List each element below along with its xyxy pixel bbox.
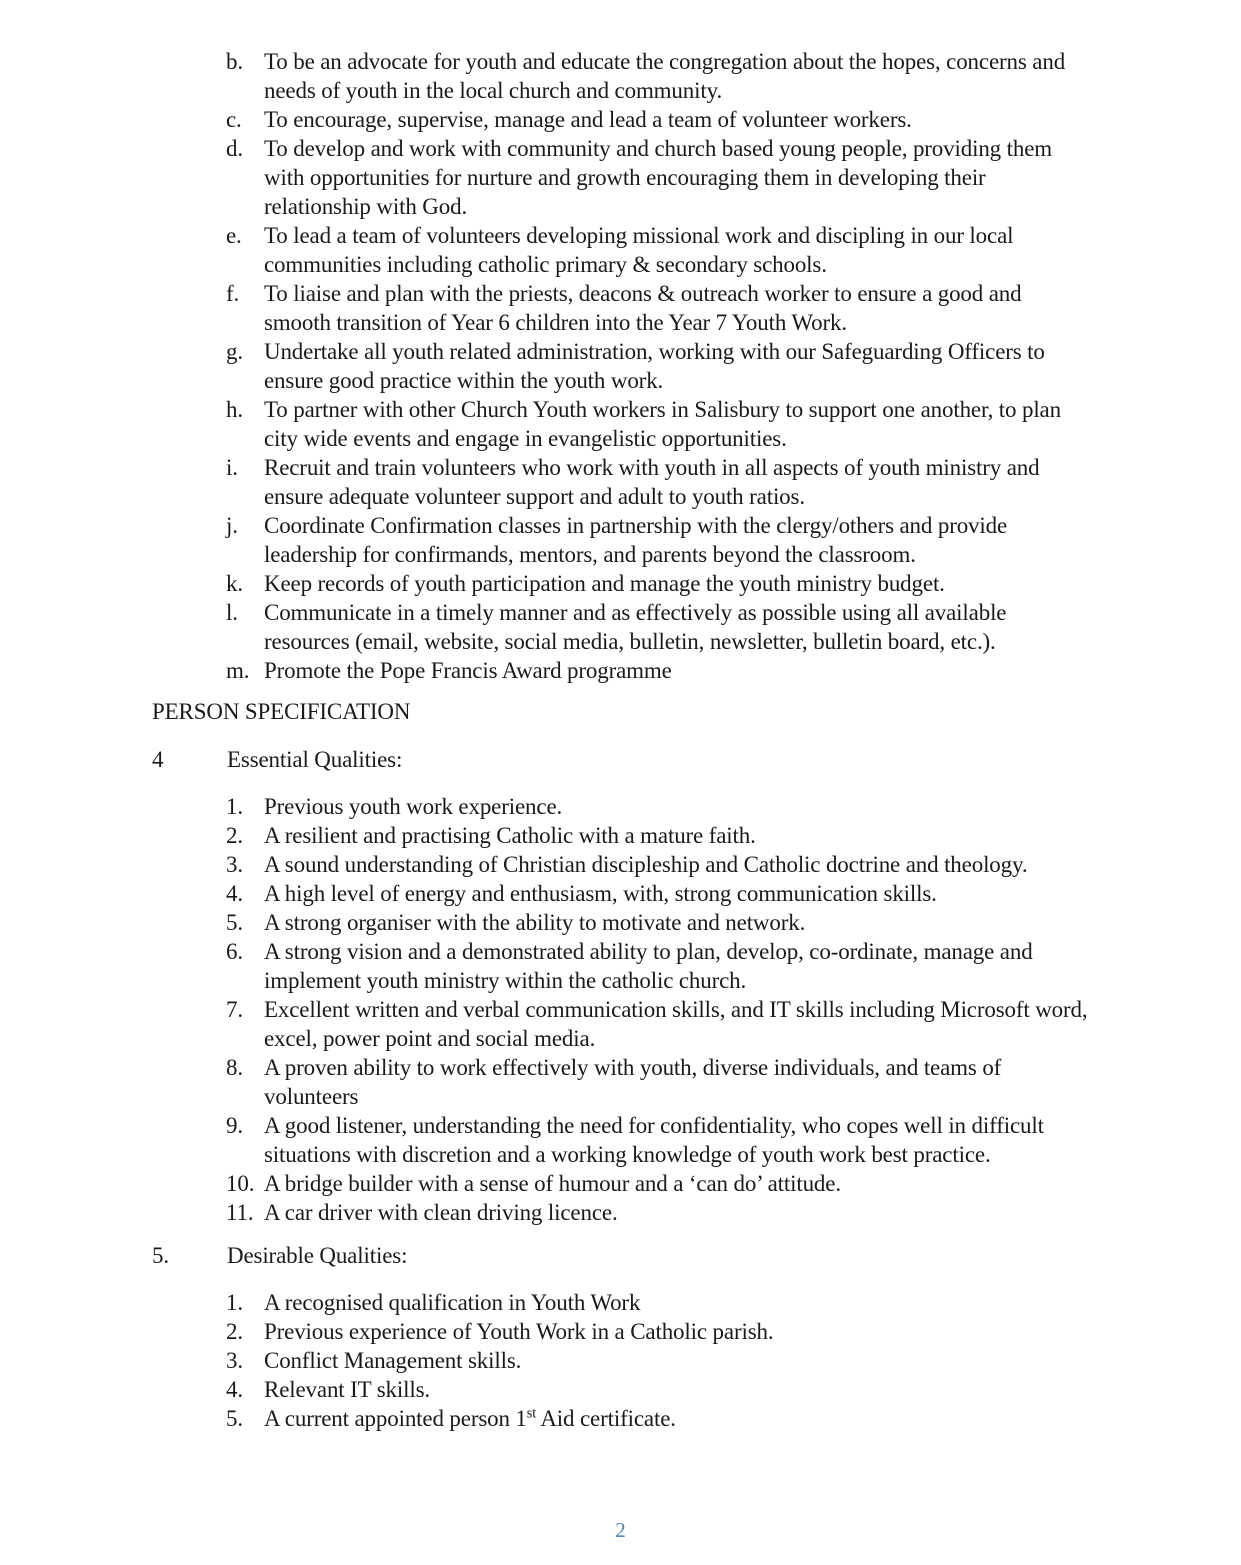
list-item-text: Undertake all youth related administration, working with our Safeguarding Officers to ensure good practice within the youth work. xyxy=(264,339,1045,393)
list-marker: 2. xyxy=(226,1319,243,1344)
list-marker: m. xyxy=(226,658,250,683)
list-item xyxy=(152,937,1093,995)
list-marker: i. xyxy=(226,455,238,480)
list-item-text: Excellent written and verbal communication skills, and IT skills including Microsoft word, excel, power point and social media. xyxy=(264,997,1088,1051)
section-number: 5. xyxy=(152,1243,169,1268)
list-item-text: A sound understanding of Christian discipleship and Catholic doctrine and theology. xyxy=(264,852,1028,877)
list-marker: d. xyxy=(226,136,243,161)
essential-qualities-heading xyxy=(152,745,1093,774)
list-marker: 9. xyxy=(226,1113,243,1138)
list-item-text: A high level of energy and enthusiasm, with, strong communication skills. xyxy=(264,881,937,906)
person-specification-heading: PERSON SPECIFICATION xyxy=(152,699,411,724)
list-item xyxy=(152,47,1093,105)
list-item-text: A bridge builder with a sense of humour and a ‘can do’ attitude. xyxy=(264,1171,841,1196)
list-marker: 4. xyxy=(226,1377,243,1402)
list-item-text: A strong vision and a demonstrated ability to plan, develop, co-ordinate, manage and implement youth ministry within the catholic church. xyxy=(264,939,1033,993)
list-item-text: Relevant IT skills. xyxy=(264,1377,431,1402)
list-item xyxy=(152,1169,1093,1198)
list-item-text: Keep records of youth participation and manage the youth ministry budget. xyxy=(264,571,945,596)
list-item xyxy=(152,1404,1093,1433)
list-item-text: To liaise and plan with the priests, deacons & outreach worker to ensure a good and smooth transition of Year 6 children into the Year 7 Youth Work. xyxy=(264,281,1022,335)
list-item xyxy=(152,511,1093,569)
list-item xyxy=(152,879,1093,908)
list-item-text: A proven ability to work effectively with youth, diverse individuals, and teams of volunteers xyxy=(264,1055,1002,1109)
list-item xyxy=(152,995,1093,1053)
text-fragment: A current appointed person 1 xyxy=(264,1406,527,1431)
list-item xyxy=(152,569,1093,598)
list-item xyxy=(152,1288,1093,1317)
list-marker: l. xyxy=(226,600,238,625)
list-marker: 10. xyxy=(226,1171,255,1196)
list-marker: 11. xyxy=(226,1200,254,1225)
list-item-text: Communicate in a timely manner and as effectively as possible using all available resources (email, website, social media, bulletin, newsletter, bulletin board, etc.). xyxy=(264,600,1007,654)
list-item-text: Recruit and train volunteers who work with youth in all aspects of youth ministry and ensure adequate volunteer support and adult to youth ratios. xyxy=(264,455,1040,509)
text-fragment: Aid certificate. xyxy=(536,1406,676,1431)
list-item-text: Previous experience of Youth Work in a Catholic parish. xyxy=(264,1319,774,1344)
list-item-text: Coordinate Confirmation classes in partnership with the clergy/others and provide leadership for confirmands, mentors, and parents beyond the classroom. xyxy=(264,513,1008,567)
list-item-text: To develop and work with community and church based young people, providing them with opportunities for nurture and growth encouraging them in developing their relationship with God. xyxy=(264,136,1053,219)
list-item xyxy=(152,1198,1093,1227)
list-marker: 1. xyxy=(226,794,243,819)
list-marker: 5. xyxy=(226,910,243,935)
list-item-text xyxy=(264,1404,1093,1433)
list-marker: g. xyxy=(226,339,243,364)
list-item-text: To encourage, supervise, manage and lead a team of volunteer workers. xyxy=(264,107,912,132)
list-item xyxy=(152,1375,1093,1404)
list-item xyxy=(152,221,1093,279)
list-item xyxy=(152,105,1093,134)
list-item xyxy=(152,850,1093,879)
section-number: 4 xyxy=(152,747,164,772)
list-item xyxy=(152,1111,1093,1169)
list-item xyxy=(152,656,1093,685)
list-marker: 4. xyxy=(226,881,243,906)
list-item xyxy=(152,1346,1093,1375)
list-item-text: To be an advocate for youth and educate the congregation about the hopes, concerns and needs of youth in the local church and community. xyxy=(264,49,1066,103)
list-marker: e. xyxy=(226,223,242,248)
list-marker: j. xyxy=(226,513,238,538)
list-item-text: Conflict Management skills. xyxy=(264,1348,522,1373)
page-number: 2 xyxy=(615,1518,626,1542)
superscript-text: st xyxy=(526,1405,537,1422)
section-title: Essential Qualities: xyxy=(227,747,403,772)
list-item xyxy=(152,395,1093,453)
list-item-text: To partner with other Church Youth workers in Salisbury to support one another, to plan city wide events and engage in evangelistic opportunities. xyxy=(264,397,1061,451)
desirable-qualities-list xyxy=(152,1288,1093,1433)
list-marker: 6. xyxy=(226,939,243,964)
essential-qualities-list xyxy=(152,792,1093,1227)
list-marker: b. xyxy=(226,49,243,74)
list-marker: 1. xyxy=(226,1290,243,1315)
list-item xyxy=(152,134,1093,221)
list-marker: 5. xyxy=(226,1406,243,1431)
list-item xyxy=(152,1317,1093,1346)
desirable-qualities-heading xyxy=(152,1241,1093,1270)
list-marker: 2. xyxy=(226,823,243,848)
list-item xyxy=(152,598,1093,656)
list-item xyxy=(152,792,1093,821)
list-marker: k. xyxy=(226,571,243,596)
list-item xyxy=(152,279,1093,337)
list-item-text: To lead a team of volunteers developing missional work and discipling in our local communities including catholic primary & secondary schools. xyxy=(264,223,1014,277)
list-item xyxy=(152,337,1093,395)
list-marker: c. xyxy=(226,107,242,132)
list-marker: 7. xyxy=(226,997,243,1022)
list-item-text: Previous youth work experience. xyxy=(264,794,563,819)
list-item-text: A car driver with clean driving licence. xyxy=(264,1200,618,1225)
list-item-text: A strong organiser with the ability to motivate and network. xyxy=(264,910,806,935)
list-item-text: A good listener, understanding the need for confidentiality, who copes well in difficult situations with discretion and a working knowledge of youth work best practice. xyxy=(264,1113,1044,1167)
list-item xyxy=(152,1053,1093,1111)
duties-list xyxy=(152,47,1093,685)
list-marker: h. xyxy=(226,397,243,422)
list-marker: 3. xyxy=(226,1348,243,1373)
section-title: Desirable Qualities: xyxy=(227,1243,408,1268)
list-item-text: A resilient and practising Catholic with a mature faith. xyxy=(264,823,756,848)
list-item-text: Promote the Pope Francis Award programme xyxy=(264,658,672,683)
list-marker: f. xyxy=(226,281,240,306)
list-item xyxy=(152,821,1093,850)
list-marker: 3. xyxy=(226,852,243,877)
list-item xyxy=(152,908,1093,937)
list-marker: 8. xyxy=(226,1055,243,1080)
list-item-text: A recognised qualification in Youth Work xyxy=(264,1290,641,1315)
list-item xyxy=(152,453,1093,511)
